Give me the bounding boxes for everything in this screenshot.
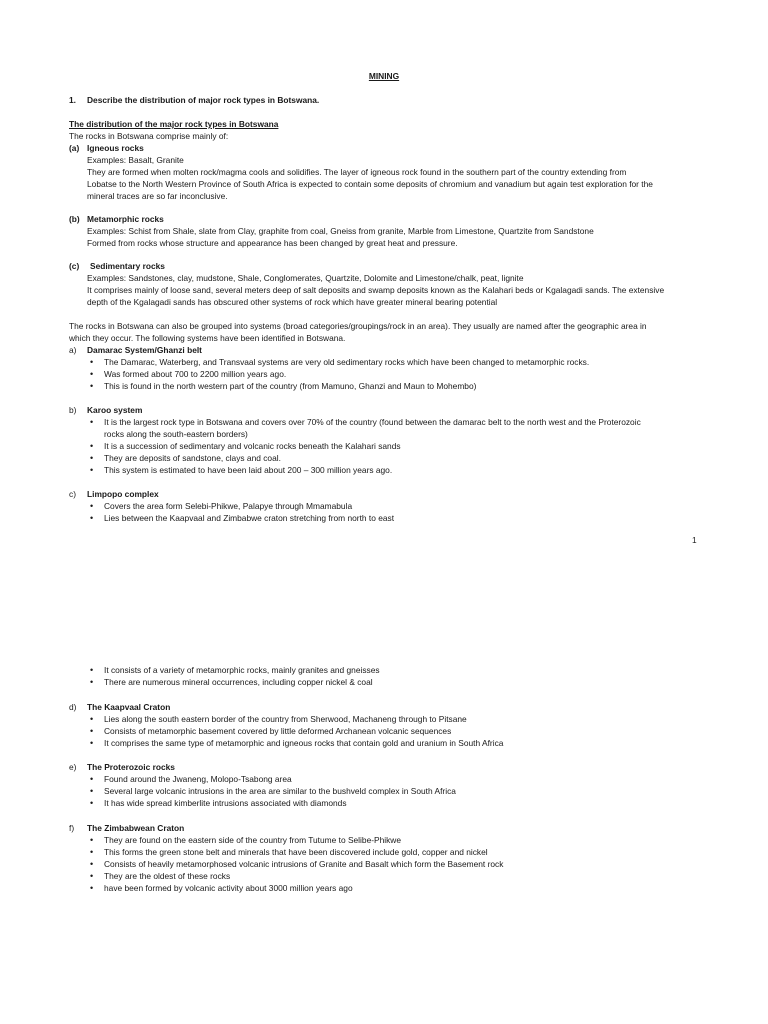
kaapvaal-heading: The Kaapvaal Craton <box>87 702 171 712</box>
limpopo-bullet: • There are numerous mineral occurrences, including copper nickel & coal <box>104 676 704 688</box>
zimbabwean-bullet: • They are found on the eastern side of the country from Tutume to Selibe-Phikwe <box>104 834 704 846</box>
kaapvaal-bullet: • Lies along the south eastern border of the country from Sherwood, Machaneng through to Pitsane <box>104 713 704 725</box>
karoo-label: b) <box>69 405 77 415</box>
karoo-bullet: • This system is estimated to have been laid about 200 – 300 million years ago. <box>104 464 704 476</box>
igneous-line: Examples: Basalt, Granite <box>87 155 184 165</box>
proterozoic-heading: The Proterozoic rocks <box>87 762 175 772</box>
karoo-bullet: • It is a succession of sedimentary and volcanic rocks beneath the Kalahari sands <box>104 440 704 452</box>
sedimentary-label: (c) <box>69 261 80 271</box>
document-title: MINING <box>368 71 400 81</box>
kaapvaal-bullet: • Consists of metamorphic basement covered by little deformed Archanean volcanic sequences <box>104 725 704 737</box>
damarac-heading: Damarac System/Ghanzi belt <box>87 345 202 355</box>
igneous-label: (a) <box>69 143 80 153</box>
metamorphic-heading: Metamorphic rocks <box>87 214 164 224</box>
sedimentary-line: It comprises mainly of loose sand, several meters deep of salt deposits and swamp deposits known as the Kalahari beds or Kgalagadi sands. The extensive <box>87 285 665 295</box>
limpopo-label: c) <box>69 489 76 499</box>
damarac-label: a) <box>69 345 77 355</box>
damarac-bullet: • Was formed about 700 to 2200 million years ago. <box>104 368 704 380</box>
kaapvaal-bullet: • It comprises the same type of metamorphic and igneous rocks that contain gold and uranium in South Africa <box>104 737 704 749</box>
damarac-bullet: • This is found in the north western part of the country (from Mamuno, Ghanzi and Maun to Mohembo) <box>104 380 704 392</box>
limpopo-heading: Limpopo complex <box>87 489 159 499</box>
proterozoic-label: e) <box>69 762 77 772</box>
systems-intro-line: which they occur. The following systems have been identified in Botswana. <box>69 333 346 343</box>
metamorphic-label: (b) <box>69 214 80 224</box>
page-number: 1 <box>692 535 697 545</box>
kaapvaal-label: d) <box>69 702 77 712</box>
question-number: 1. <box>69 95 76 105</box>
proterozoic-bullet: • It has wide spread kimberlite intrusions associated with diamonds <box>104 797 704 809</box>
sedimentary-line: Examples: Sandstones, clay, mudstone, Shale, Conglomerates, Quartzite, Dolomite and Limestone/chalk, peat, lignite <box>87 273 524 283</box>
proterozoic-bullet: • Several large volcanic intrusions in the area are similar to the bushveld complex in South Africa <box>104 785 704 797</box>
intro-text: The rocks in Botswana comprise mainly of: <box>69 131 229 141</box>
zimbabwean-bullet: • This forms the green stone belt and minerals that have been discovered include gold, copper and nickel <box>104 846 704 858</box>
igneous-line: mineral traces are so far inconclusive. <box>87 191 228 201</box>
zimbabwean-bullet: • They are the oldest of these rocks <box>104 870 704 882</box>
zimbabwean-heading: The Zimbabwean Craton <box>87 823 185 833</box>
limpopo-bullet: • Covers the area form Selebi-Phikwe, Palapye through Mmamabula <box>104 500 704 512</box>
karoo-bullet-continuation: rocks along the south-eastern borders) <box>104 429 248 439</box>
sedimentary-line: depth of the Kgalagadi sands has obscured other systems of rock which have greater mineral bearing potential <box>87 297 498 307</box>
limpopo-bullet: • Lies between the Kaapvaal and Zimbabwe craton stretching from north to east <box>104 512 704 524</box>
igneous-heading: Igneous rocks <box>87 143 144 153</box>
zimbabwean-label: f) <box>69 823 75 833</box>
zimbabwean-bullet: • have been formed by volcanic activity about 3000 million years ago <box>104 882 704 894</box>
metamorphic-line: Formed from rocks whose structure and appearance has been changed by great heat and pressure. <box>87 238 458 248</box>
limpopo-bullet: • It consists of a variety of metamorphic rocks, mainly granites and gneisses <box>104 664 704 676</box>
section-heading: The distribution of the major rock types in Botswana <box>69 119 279 129</box>
karoo-bullet: • They are deposits of sandstone, clays and coal. <box>104 452 704 464</box>
proterozoic-bullet: • Found around the Jwaneng, Molopo-Tsabong area <box>104 773 704 785</box>
karoo-heading: Karoo system <box>87 405 143 415</box>
systems-intro-line: The rocks in Botswana can also be grouped into systems (broad categories/groupings/rock in an area). They usually are named after the geographic area in <box>69 321 647 331</box>
igneous-line: They are formed when molten rock/magma cools and solidifies. The layer of igneous rock found in the southern part of the country extending from <box>87 167 627 177</box>
karoo-bullet: • It is the largest rock type in Botswana and covers over 70% of the country (found between the damarac belt to the north west and the Proterozoic <box>104 416 704 428</box>
damarac-bullet: • The Damarac, Waterberg, and Transvaal systems are very old sedimentary rocks which have been changed to metamorphic rocks. <box>104 356 704 368</box>
metamorphic-line: Examples: Schist from Shale, slate from Clay, graphite from coal, Gneiss from granite, Marble from Limestone, Quartzite from Sandstone <box>87 226 594 236</box>
sedimentary-heading: Sedimentary rocks <box>90 261 165 271</box>
question-text: Describe the distribution of major rock types in Botswana. <box>87 95 320 105</box>
igneous-line: Lobatse to the North Western Province of South Africa is expected to contain some deposits of chromium and vanadium but again test exploration for the <box>87 179 653 189</box>
zimbabwean-bullet: • Consists of heavily metamorphosed volcanic intrusions of Granite and Basalt which form the Basement rock <box>104 858 704 870</box>
